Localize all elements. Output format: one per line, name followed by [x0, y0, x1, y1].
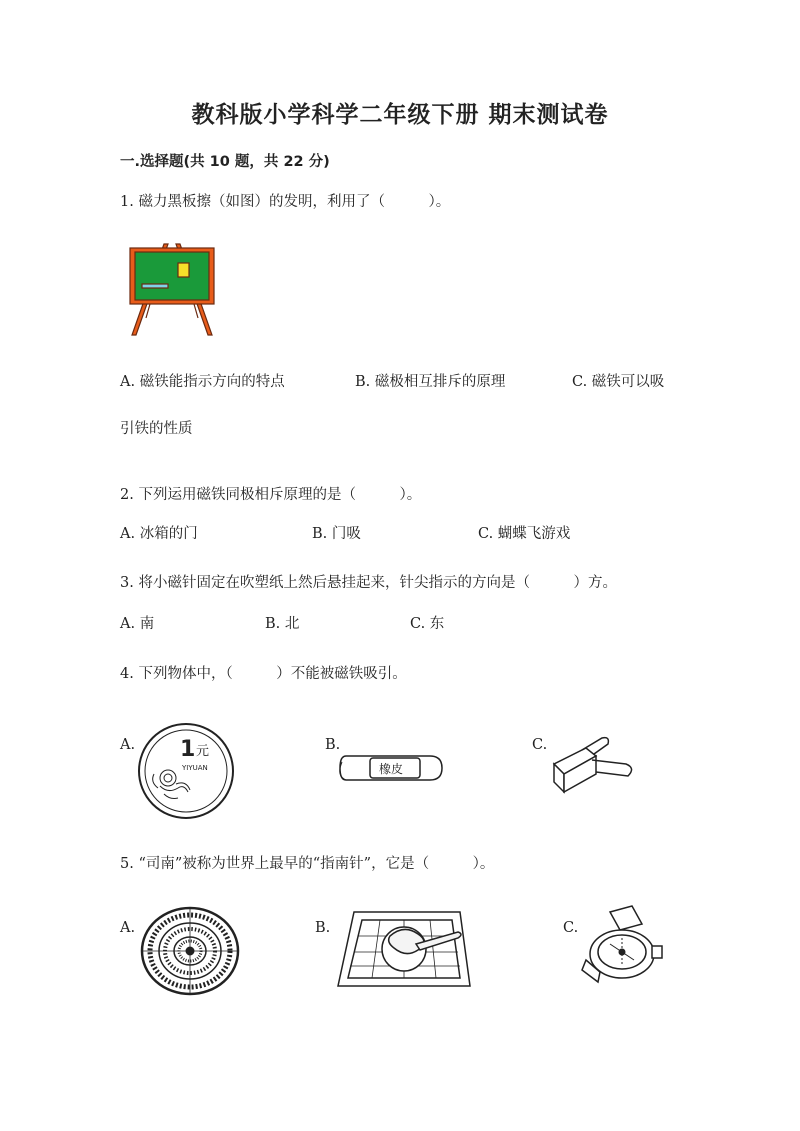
one-yuan-coin-figure: [136, 722, 236, 820]
coin-value-text: 1: [180, 737, 196, 762]
question-3-option-a: A. 南: [120, 616, 155, 632]
question-4-option-a: A.: [120, 737, 136, 753]
question-4-option-b: B.: [325, 737, 341, 753]
eraser-label-text: 橡皮: [379, 762, 404, 776]
question-4-stem: 4. 下列物体中，（ ）不能被磁铁吸引。: [120, 666, 407, 682]
eraser-figure: [338, 746, 448, 790]
question-1-stem: 1. 磁力黑板擦（如图）的发明，利用了（ ）。: [120, 194, 451, 210]
lensatic-compass-figure: [576, 904, 668, 986]
question-1-option-c: C. 磁铁可以吸: [572, 374, 665, 390]
magnetic-eraser-block: [178, 263, 189, 277]
magnetic-blackboard-figure: [124, 240, 220, 336]
compass-lid: [610, 906, 642, 930]
question-2-option-c: C. 蝴蝶飞游戏: [478, 526, 571, 542]
question-5-option-c: C.: [563, 920, 579, 936]
question-3-option-b: B. 北: [265, 616, 300, 632]
luopan-compass-figure: [140, 906, 240, 996]
coin-caption-text: YIYUAN: [182, 764, 208, 772]
question-3-stem: 3. 将小磁针固定在吹塑纸上然后悬挂起来，针尖指示的方向是（ ）方。: [120, 575, 617, 591]
sinan-spoon-figure: [334, 906, 474, 992]
question-2-option-a: A. 冰箱的门: [120, 526, 198, 542]
question-2-option-b: B. 门吸: [312, 526, 361, 542]
board-surface: [135, 252, 209, 300]
clip-handle-lower: [592, 760, 632, 776]
question-5-option-b: B.: [315, 920, 331, 936]
coin-unit-text: 元: [196, 744, 210, 759]
compass-hinge: [652, 946, 662, 958]
question-1-option-b: B. 磁极相互排斥的原理: [355, 374, 506, 390]
question-5-option-a: A.: [120, 920, 136, 936]
binder-clip-figure: [546, 734, 638, 796]
question-4-option-c: C.: [532, 737, 548, 753]
question-5-stem: 5. “司南”被称为世界上最早的“指南针”，它是（ ）。: [120, 856, 495, 872]
page-title: 教科版小学科学二年级下册 期末测试卷: [191, 102, 609, 128]
section-heading: 一.选择题(共 10 题，共 22 分): [120, 154, 330, 170]
chalk-tray: [142, 284, 168, 288]
question-3-option-c: C. 东: [410, 616, 445, 632]
question-1-option-a: A. 磁铁能指示方向的特点: [120, 374, 285, 390]
question-1-option-c-continuation: 引铁的性质: [120, 421, 193, 437]
question-2-stem: 2. 下列运用磁铁同极相斥原理的是（ ）。: [120, 487, 422, 503]
